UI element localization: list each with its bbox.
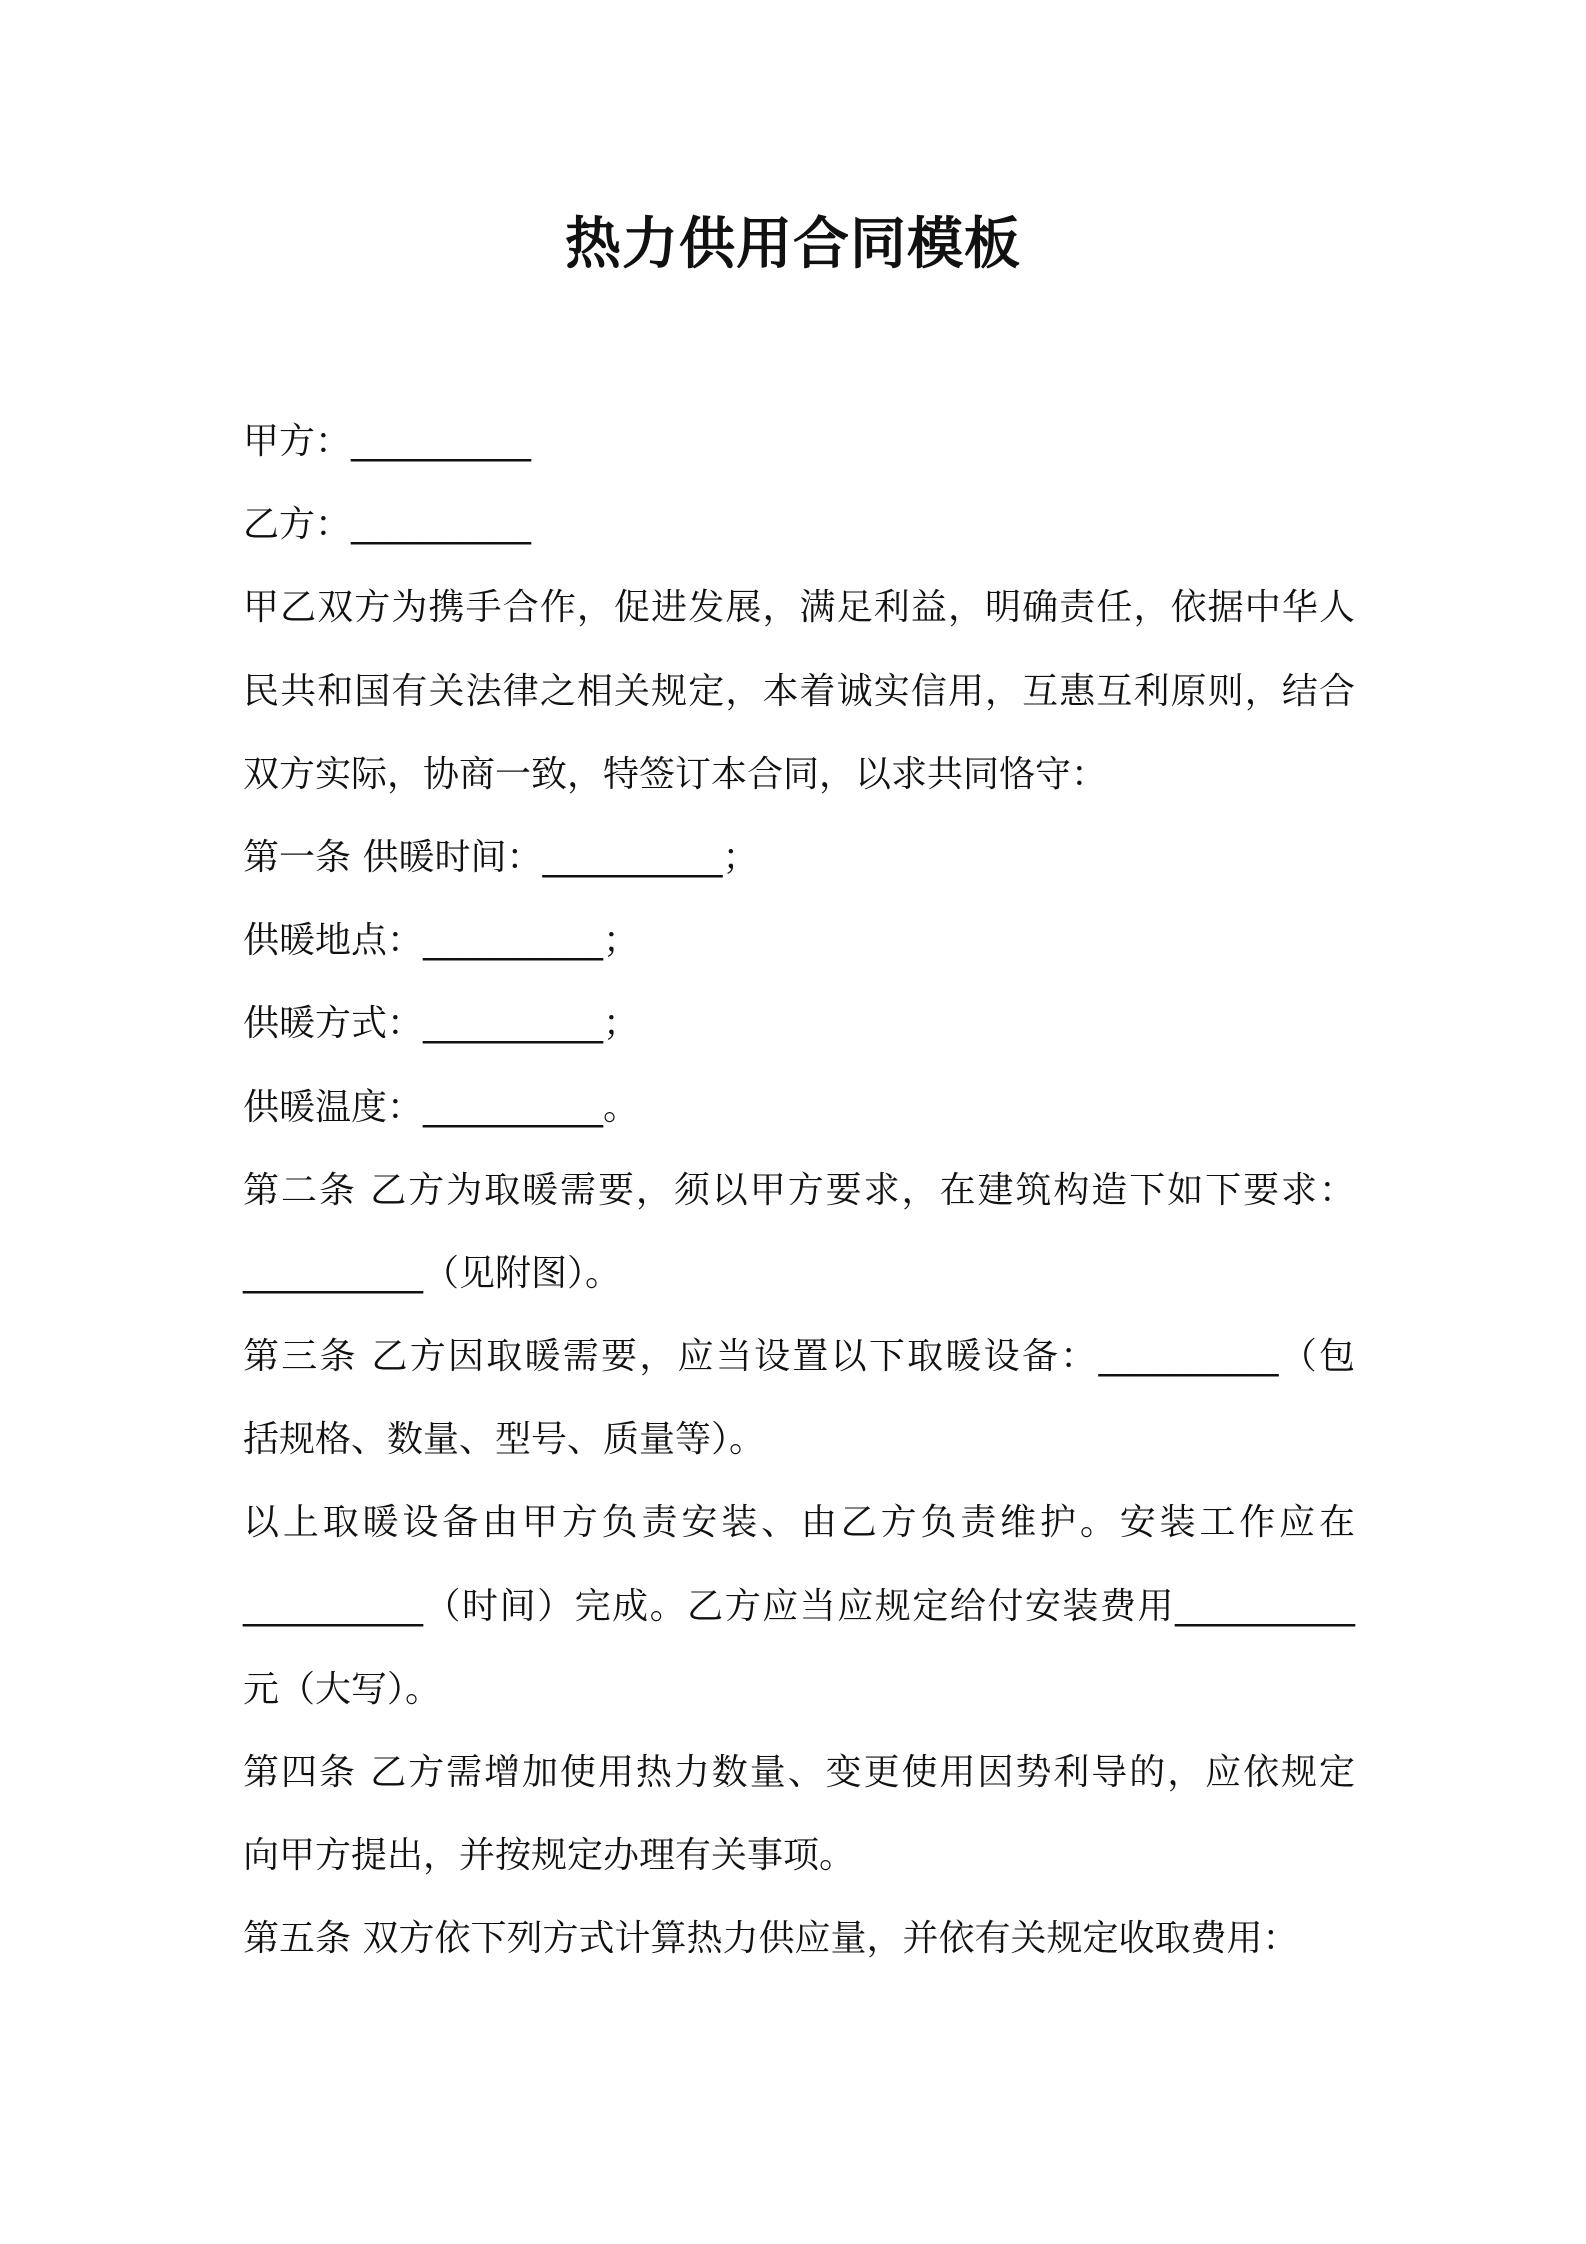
article-3-line-2: 括规格、数量、型号、质量等）。 (243, 1419, 766, 1461)
article-2-line-1: 第二条 乙方为取暖需要，须以甲方要求，在建筑构造下如下要求： (243, 1169, 1355, 1211)
installation-line-3: 元（大写）。 (243, 1668, 442, 1710)
party-a-line: 甲方：__________ (243, 421, 532, 462)
document-title: 热力供用合同模板 (565, 212, 1021, 277)
article-5-line-1: 第五条 双方依下列方式计算热力供应量，并依有关规定收取费用： (243, 1918, 1299, 1960)
heating-temperature-line: 供暖温度：__________。 (243, 1086, 640, 1128)
installation-line-2: __________（时间）完成。乙方应当应规定给付安装费用__________ (243, 1585, 1355, 1627)
article-3-line-1: 第三条 乙方因取暖需要，应当设置以下取暖设备：__________（包 (243, 1336, 1355, 1378)
preamble-line-3: 双方实际，协商一致，特签订本合同，以求共同恪守： (243, 753, 1108, 795)
heating-method-line: 供暖方式：__________； (243, 1003, 640, 1045)
article-2-line-2: __________（见附图）。 (243, 1252, 622, 1294)
party-b-line: 乙方：__________ (243, 504, 532, 546)
preamble-line-1: 甲乙双方为携手合作，促进发展，满足利益，明确责任，依据中华人 (243, 587, 1355, 629)
heating-location-line: 供暖地点：__________； (243, 920, 640, 962)
article-4-line-1: 第四条 乙方需增加使用热力数量、变更使用因势利导的，应依规定 (243, 1752, 1355, 1793)
document-body (243, 400, 1355, 1981)
article-1-heating-time: 第一条 供暖时间：__________； (243, 836, 759, 878)
installation-line-1: 以上取暖设备由甲方负责安装、由乙方负责维护。安装工作应在 (243, 1502, 1355, 1544)
article-4-line-2: 向甲方提出，并按规定办理有关事项。 (243, 1835, 856, 1877)
preamble-line-2: 民共和国有关法律之相关规定，本着诚实信用，互惠互利原则，结合 (243, 670, 1355, 712)
